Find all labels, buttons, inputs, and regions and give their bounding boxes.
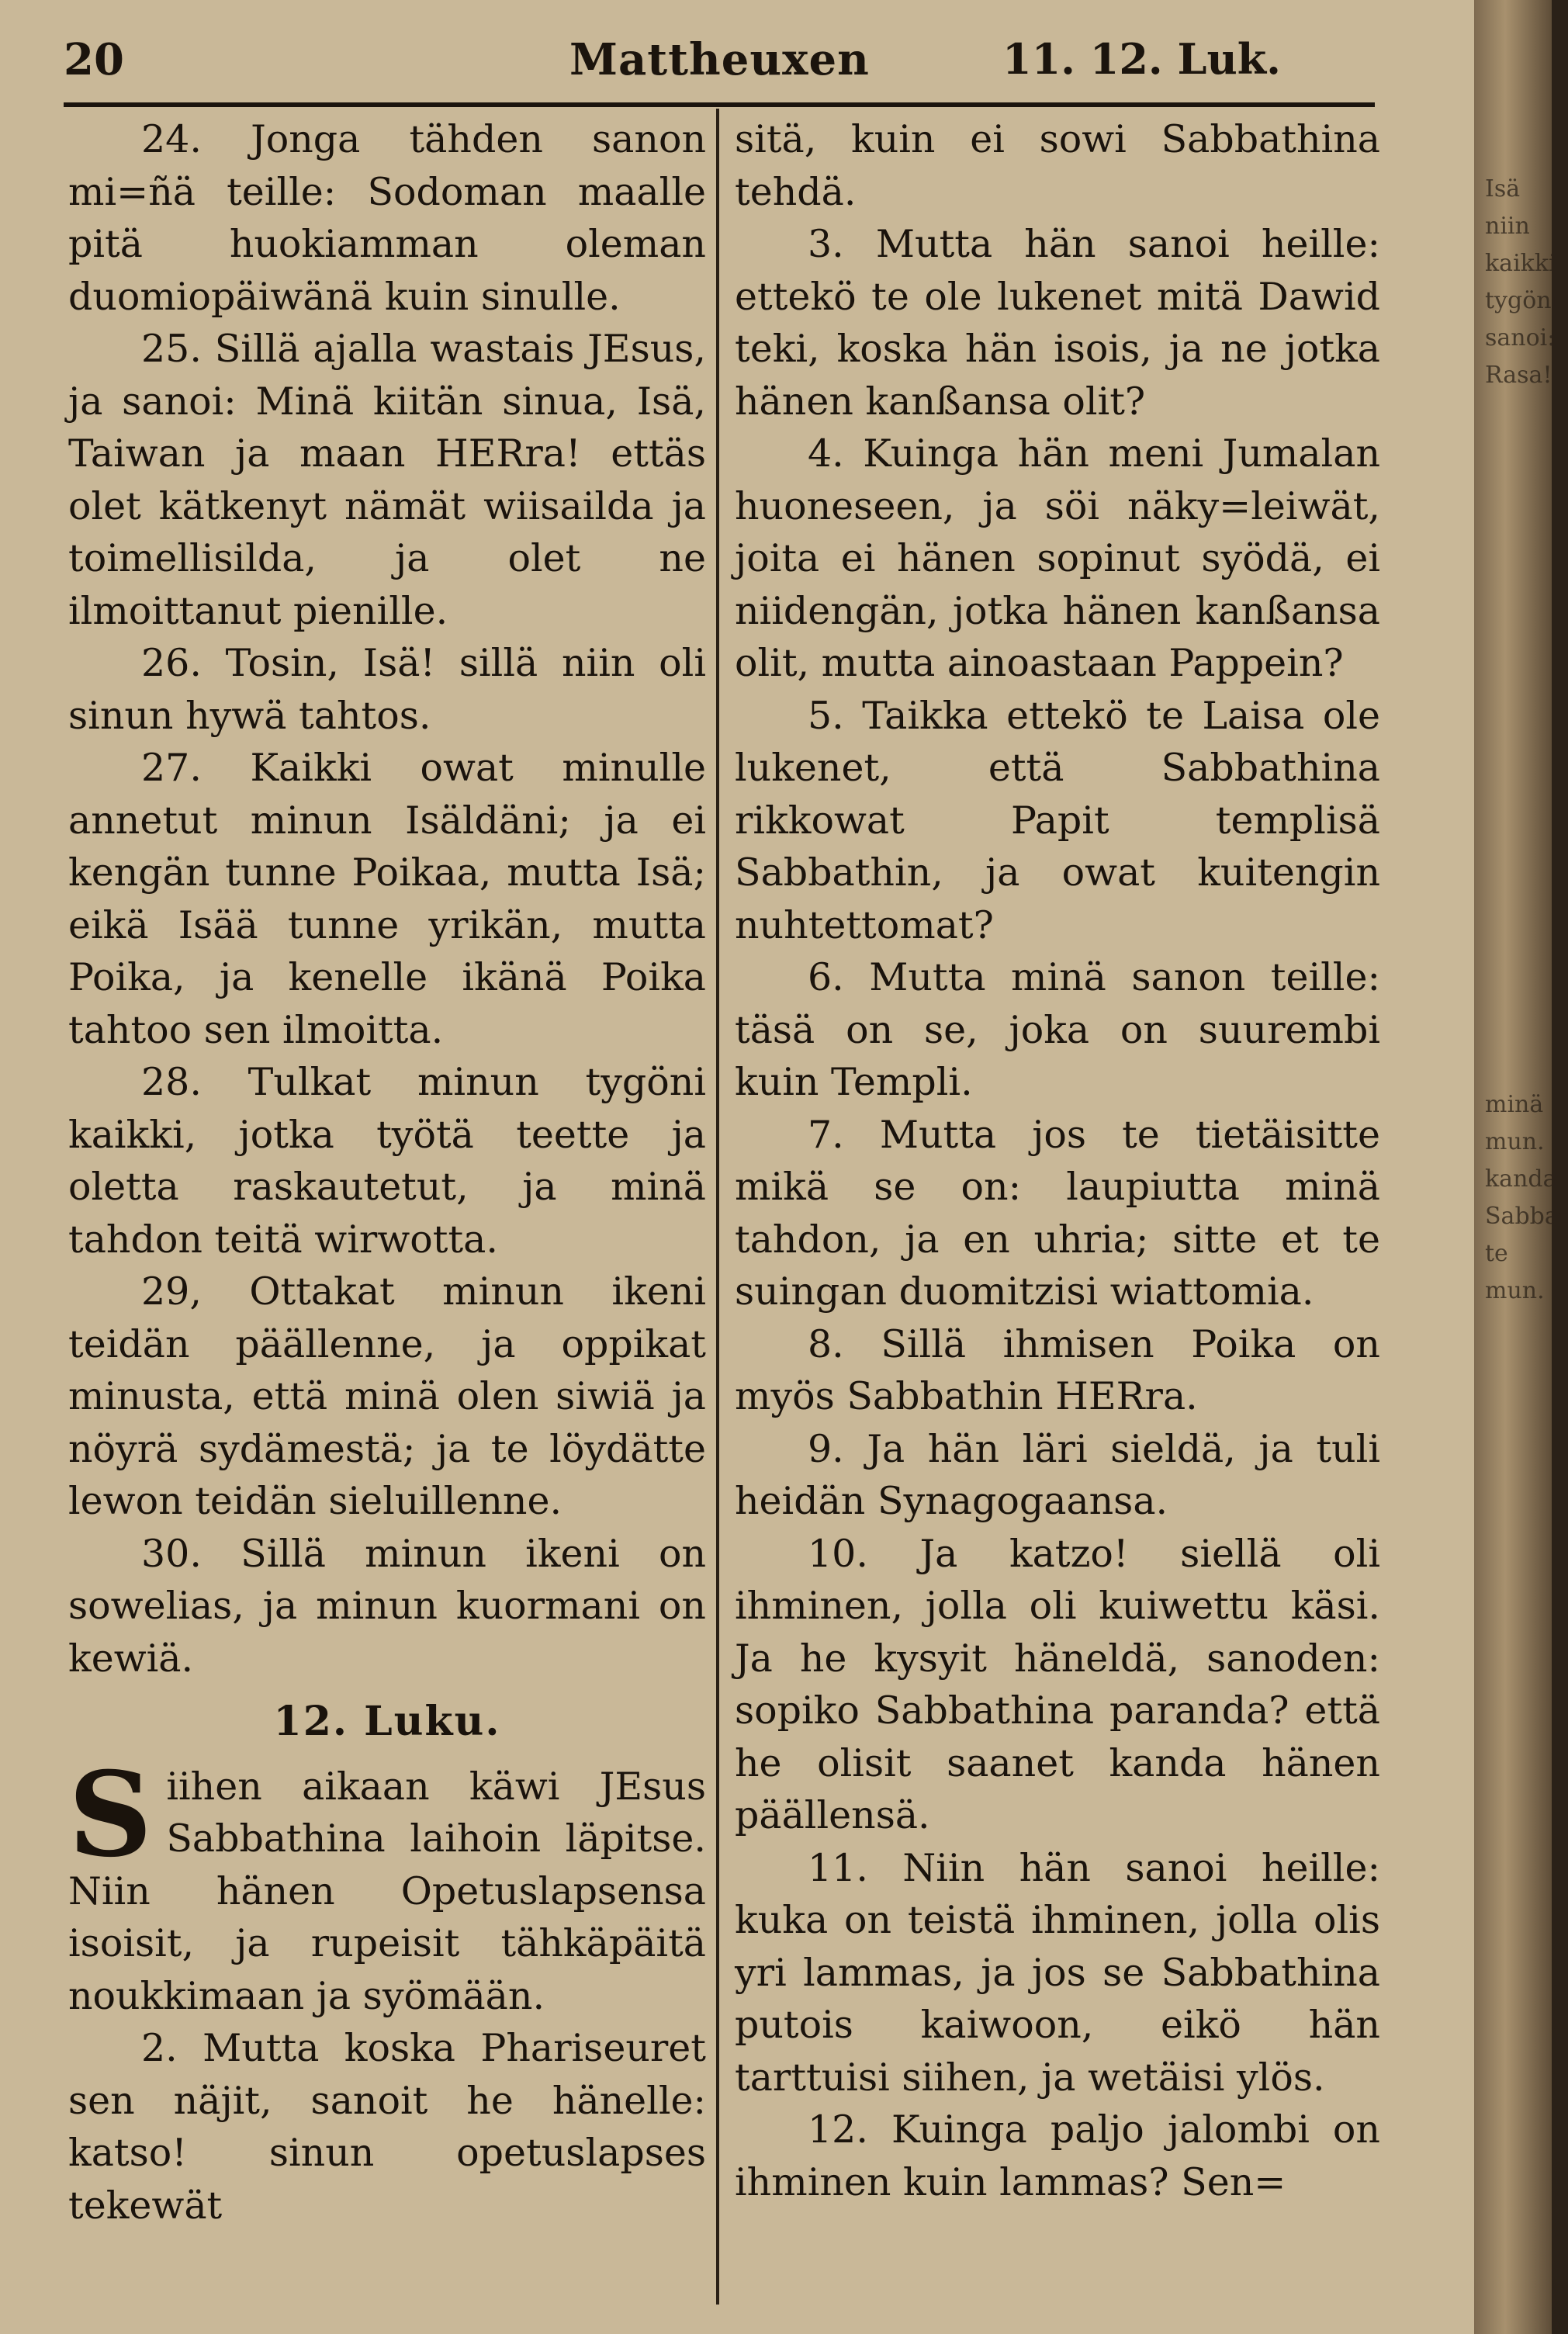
verse-2: 2. Mutta koska Phariseuret sen näjit, sanoit he hänelle: katso! sinun opetuslapses tekewät [68, 2026, 706, 2228]
column-divider [716, 109, 719, 2305]
verse-24-start: 24. Jonga tähden sanon mi= [68, 117, 706, 214]
verse-27: 27. Kaikki owat minulle annetut minun Isäldäni; ja ei kengän tunne Poikaa, mutta Isä; eikä Isää tunne yrikän, mutta Poika, ja kenelle ikänä Poika tahtoo sen ilmoitta. [68, 746, 706, 1052]
edge-text [1485, 171, 1559, 394]
chapter-reference: 11. 12. Luk. [1002, 34, 1281, 84]
page-number: 20 [64, 34, 124, 85]
edge-fragment: niin [1485, 213, 1530, 240]
edge-fragment: tygöni [1485, 287, 1559, 314]
edge-fragment: Rasa! [1485, 362, 1552, 389]
running-title: Mattheuxen [569, 34, 870, 85]
verse-3: 3. Mutta hän sanoi heille: ettekö te ole lukenet mitä Dawid teki, koska hän isois, ja ne jotka hänen kanßansa olit? [735, 222, 1380, 424]
verse-8: 8. Sillä ihmisen Poika on myös Sabbathin HERra. [735, 1321, 1380, 1418]
edge-fragment: kaikki [1485, 250, 1556, 277]
verse-24-cont: ñä teille: Sodoman maalle pitä huokiamman oleman duomiopäiwänä kuin sinulle. [68, 169, 706, 319]
verse-28: 28. Tulkat minun tygöni kaikki, jotka työtä teette ja oletta raskautetut, ja minä tahdon teitä wirwotta. [68, 1060, 706, 1262]
page-header [64, 34, 1375, 96]
verse-7: 7. Mutta jos te tietäisitte mikä se on: laupiutta minä tahdon, ja en uhria; sitte et te suingan duomitzisi wiattomia. [735, 1112, 1380, 1314]
header-rule [64, 102, 1375, 107]
verse-10: 10. Ja katzo! siellä oli ihminen, jolla oli kuiwettu käsi. Ja he kysyit häneldä, sanoden: sopiko Sabbathina paranda? että he olisit saanet kanda hänen päällensä. [735, 1531, 1380, 1837]
verse-6: 6. Mutta minä sanon teille: täsä on se, joka on suurembi kuin Templi. [735, 955, 1380, 1104]
edge-fragment: minä [1485, 1091, 1544, 1118]
right-column [735, 113, 1380, 2208]
verse-11: 11. Niin hän sanoi heille: kuka on teistä ihminen, jolla olis yri lammas, ja jos se Sabbathina putois kaiwoon, eikö hän tarttuisi siihen, ja wetäisi ylös. [735, 1845, 1380, 2100]
verse-30: 30. Sillä minun ikeni on sowelias, ja minun kuormani on kewiä. [68, 1531, 706, 1681]
verse-26: 26. Tosin, Isä! sillä niin oli sinun hywä tahtos. [68, 641, 706, 738]
edge-fragment: mun. [1485, 1128, 1545, 1155]
drop-cap: S [68, 1746, 153, 1883]
edge-text [1485, 1086, 1568, 1310]
facing-page-edge [1474, 0, 1568, 2334]
edge-fragment: mun. [1485, 1277, 1545, 1304]
verse-2-continued: sitä, kuin ei sowi Sabbathina tehdä. [735, 117, 1380, 214]
verse-25: 25. Sillä ajalla wastais JEsus, ja sanoi: Minä kiitän sinua, Isä, Taiwan ja maan HERra! ettäs olet kätkenyt nämät wiisailda ja toimellisilda, ja olet ne ilmoittanut pienille. [68, 327, 706, 633]
chapter-heading: 12. Luku. [273, 1698, 501, 1745]
edge-fragment: Sabbat [1485, 1203, 1568, 1230]
verse-4: 4. Kuinga hän meni Jumalan huoneseen, ja söi näky=leiwät, joita ei hänen sopinut syödä, ei niidengän, jotka hänen kanßansa olit, mutta ainoastaan Pappein? [735, 431, 1380, 685]
edge-fragment: kanda [1485, 1165, 1557, 1193]
edge-fragment: Isä [1485, 175, 1521, 203]
verse-1-text: iihen aikaan käwi JEsus Sabbathina laihoin läpitse. Niin hänen Opetuslapsensa isoisit, ja rupeisit tähkäpäitä noukkimaan ja syömään. [68, 1764, 706, 2018]
verse-24 [68, 113, 706, 323]
edge-fragment: sanoi: [1485, 324, 1556, 351]
verse-5: 5. Taikka ettekö te Laisa ole lukenet, että Sabbathina rikkowat Papit templisä Sabbathin, ja owat kuitengin nuhtettomat? [735, 693, 1380, 947]
verse-9: 9. Ja hän läri sieldä, ja tuli heidän Synagogaansa. [735, 1426, 1380, 1523]
verse-12: 12. Kuinga paljo jalombi on ihminen kuin lammas? Sen= [735, 2107, 1380, 2204]
left-column [68, 113, 706, 2232]
verse-1 [68, 1746, 706, 2023]
edge-fragment: te [1485, 1240, 1508, 1267]
verse-29: 29, Ottakat minun ikeni teidän päällenne, ja oppikat minusta, että minä olen siwiä ja nöyrä sydämestä; ja te löydätte lewon teidän sieluillenne. [68, 1269, 706, 1523]
